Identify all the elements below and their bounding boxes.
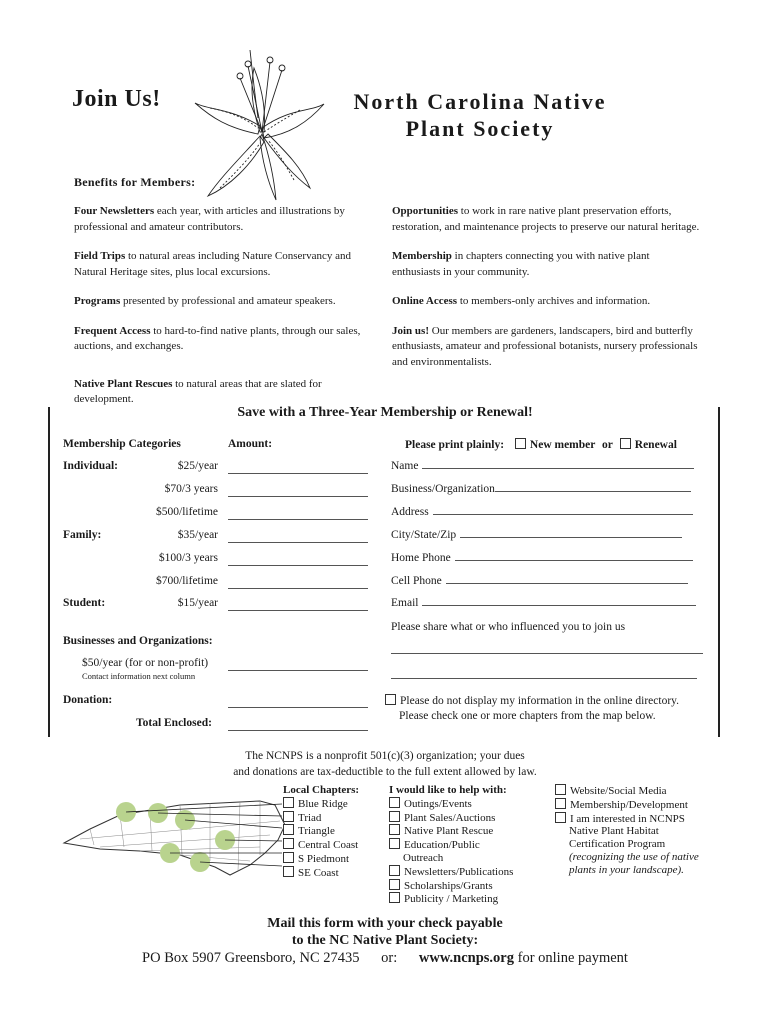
chapter-item[interactable] [283, 838, 359, 852]
benefit-bold: Frequent Access [74, 324, 151, 337]
help-item[interactable] [555, 812, 699, 851]
price-ind-year: $25/year [177, 460, 218, 472]
chapter-checkbox[interactable] [283, 797, 294, 808]
local-chapters-heading: Local Chapters: [283, 784, 360, 796]
benefit-bold: Opportunities [392, 205, 459, 217]
benefit-item [392, 324, 700, 371]
benefits-right [392, 204, 700, 370]
name-label: Name [391, 460, 419, 472]
benefits-left [74, 204, 374, 408]
benefit-text: presented by professional and amateur speakers. [120, 295, 336, 307]
help-label: Outings/Events [404, 797, 472, 810]
nonprofit-line2: and donations are tax-deductible to the full extent allowed by law. [233, 766, 537, 778]
benefit-item [74, 377, 374, 408]
influence-line[interactable] [391, 678, 697, 679]
chapter-item[interactable] [283, 866, 359, 880]
help-checkbox[interactable] [555, 798, 566, 809]
help-checkbox[interactable] [389, 892, 400, 903]
local-chapters [283, 784, 359, 880]
influence-prompt: Please share what or who influenced you to join us [391, 621, 626, 633]
amount-line[interactable] [228, 610, 368, 611]
directory-optout-checkbox[interactable] [385, 694, 396, 705]
benefit-item [392, 294, 700, 310]
total-label: Total Enclosed: [136, 717, 212, 729]
chapter-checkbox[interactable] [283, 811, 294, 822]
help-item[interactable] [389, 865, 539, 879]
renewal-checkbox[interactable] [620, 438, 631, 449]
address-input-line[interactable] [433, 514, 693, 515]
chapter-prompt: Please check one or more chapters from the map below. [399, 710, 656, 722]
amount-line[interactable] [228, 542, 368, 543]
membership-categories-label: Membership Categories [63, 438, 181, 450]
benefit-bold: Field Trips [74, 250, 126, 262]
email-field[interactable] [391, 597, 696, 609]
benefit-bold: Four Newsletters [74, 205, 155, 217]
new-member-checkbox[interactable] [515, 438, 526, 449]
help-item[interactable] [389, 811, 539, 825]
price-ind-life: $500/lifetime [156, 506, 218, 518]
address-field[interactable] [391, 506, 693, 518]
cell-phone-input-line[interactable] [446, 583, 688, 584]
price-fam-year: $35/year [177, 529, 218, 541]
help-heading: I would like to help with: [389, 784, 507, 796]
business-input-line[interactable] [495, 491, 691, 492]
business-org-label: Business/Organization [391, 483, 495, 495]
benefit-text: to hard-to-find native plants, through our sales, auctions, and exchanges. [74, 324, 361, 352]
help-checkbox[interactable] [389, 824, 400, 835]
benefit-text: each year, with articles and illustrations by professional and amateur contributors. [74, 205, 345, 233]
help-label: Education/Public Outreach [403, 839, 480, 864]
donation-amount-line[interactable] [228, 707, 368, 708]
price-ind-3: $70/3 years [164, 483, 218, 495]
chapter-label: Blue Ridge [298, 797, 348, 810]
nc-chapter-map [60, 795, 290, 885]
amount-line[interactable] [228, 565, 368, 566]
benefit-item [74, 204, 374, 235]
or-label: or [602, 439, 613, 451]
chapter-label: S Piedmont [298, 852, 350, 865]
help-item[interactable] [389, 892, 539, 906]
directory-optout-label: Please do not display my information in the online directory. [400, 695, 680, 707]
help-checkbox[interactable] [555, 812, 566, 823]
renewal-label: Renewal [634, 439, 677, 451]
email-input-line[interactable] [422, 605, 696, 606]
help-checkbox[interactable] [389, 838, 400, 849]
help-item[interactable] [389, 797, 539, 811]
total-amount-line[interactable] [228, 730, 368, 731]
org-title-line2: Plant Society [405, 116, 555, 141]
amount-line[interactable] [228, 588, 368, 589]
chapter-item[interactable] [283, 824, 359, 838]
chapter-label: Triad [298, 811, 322, 824]
chapter-item[interactable] [283, 797, 359, 811]
chapter-checkbox[interactable] [283, 838, 294, 849]
city-label: City/State/Zip [391, 529, 457, 541]
business-field[interactable] [391, 483, 691, 495]
nonprofit-note [0, 748, 770, 780]
benefit-text: to work in rare native plant preservation efforts, restoration, and maintenance projects to preserve our natural heritage. [392, 205, 700, 233]
influence-line[interactable] [391, 653, 703, 654]
amount-line[interactable] [228, 670, 368, 671]
family-label: Family: [63, 529, 102, 541]
help-label: Native Plant Rescue [404, 825, 494, 838]
print-plainly-row [405, 438, 677, 451]
mail-address: PO Box 5907 Greensboro, NC 27435 [142, 950, 360, 966]
address-label: Address [391, 506, 429, 518]
help-label: Scholarships/Grants [404, 879, 493, 892]
print-plainly-label: Please print plainly: [405, 439, 505, 451]
help-item[interactable] [555, 784, 705, 798]
help-item[interactable] [555, 798, 705, 812]
email-label: Email [391, 597, 419, 609]
join-title: Join Us! [72, 86, 161, 112]
price-fam-3: $100/3 years [158, 552, 218, 564]
lily-petal [264, 134, 310, 188]
mail-address-row [0, 950, 770, 967]
benefit-bold: Join us! [392, 324, 429, 337]
benefit-item [74, 249, 374, 280]
price-stu-year: $15/year [177, 597, 218, 609]
cert-note: (recognizing the use of native plants in your landscape). [569, 850, 699, 876]
new-member-label: New member [529, 439, 596, 451]
amount-label: Amount: [228, 438, 273, 450]
benefit-bold: Online Access [392, 295, 458, 307]
help-label: Plant Sales/Auctions [404, 811, 496, 824]
home-phone-field[interactable] [391, 552, 693, 564]
mail-or: or: [381, 950, 398, 966]
benefit-item [74, 294, 374, 310]
contact-info-note: Contact information next column [82, 671, 196, 681]
benefit-item [392, 249, 700, 280]
help-checkbox[interactable] [389, 797, 400, 808]
home-phone-input-line[interactable] [455, 560, 693, 561]
help-label: I am interested in NCNPS Native Plant Habitat Certification Program [569, 812, 685, 851]
benefit-item [392, 204, 700, 235]
chapter-label: Triangle [298, 825, 335, 838]
directory-optout [385, 694, 679, 707]
mail-instructions [0, 915, 770, 949]
benefit-item [74, 324, 374, 355]
benefit-text: in chapters connecting you with native plant enthusiasts in your community. [392, 250, 650, 278]
help-label: Newsletters/Publications [404, 865, 514, 878]
save-heading: Save with a Three-Year Membership or Renewal! [237, 405, 533, 420]
org-title [300, 88, 660, 142]
benefit-bold: Native Plant Rescues [74, 377, 173, 390]
help-label: Website/Social Media [570, 785, 667, 797]
chapter-checkbox[interactable] [283, 866, 294, 877]
help-with [389, 784, 539, 906]
help-checkbox[interactable] [389, 879, 400, 890]
form-left-bar [48, 407, 50, 737]
nc-outline [64, 801, 285, 875]
help-with-2 [555, 784, 705, 877]
chapter-item[interactable] [283, 811, 359, 825]
amount-line[interactable] [228, 473, 368, 474]
chapter-label: SE Coast [298, 866, 339, 879]
help-checkbox[interactable] [389, 865, 400, 876]
city-input-line[interactable] [460, 537, 682, 538]
org-title-line1: North Carolina Native [353, 89, 607, 114]
nonprofit-line1: The NCNPS is a nonprofit 501(c)(3) organization; your dues [245, 750, 525, 762]
help-item[interactable] [389, 838, 503, 865]
help-item[interactable] [389, 879, 539, 893]
benefit-text: Our members are gardeners, landscapers, bird and butterfly enthusiasts, amateur and professional botanists, nursery professionals and environmentalists. [392, 324, 698, 368]
student-label: Student: [63, 597, 106, 609]
business-price: $50/year (for or non-profit) [82, 657, 209, 669]
city-field[interactable] [391, 529, 682, 541]
form-right-bar [718, 407, 720, 737]
amount-line[interactable] [228, 519, 368, 520]
benefits-heading: Benefits for Members: [74, 175, 196, 189]
name-field[interactable] [391, 460, 694, 472]
chapter-label: Central Coast [298, 839, 359, 852]
website-link[interactable]: www.ncnps.org [418, 950, 514, 966]
help-item[interactable] [389, 824, 539, 838]
cell-phone-label: Cell Phone [391, 575, 442, 587]
benefit-text: to natural areas including Nature Conservancy and Natural Heritage sites, plus local excursions. [74, 250, 351, 278]
home-phone-label: Home Phone [391, 552, 451, 564]
help-checkbox[interactable] [555, 784, 566, 795]
mail-line1: Mail this form with your check payable [267, 916, 503, 931]
lily-petal [208, 136, 264, 196]
price-fam-life: $700/lifetime [156, 575, 218, 587]
cell-phone-field[interactable] [391, 575, 688, 587]
amount-line[interactable] [228, 496, 368, 497]
chapter-checkbox[interactable] [283, 852, 294, 863]
chapter-item[interactable] [283, 852, 359, 866]
name-input-line[interactable] [422, 468, 694, 469]
help-label: Publicity / Marketing [404, 893, 499, 906]
online-payment-label: for online payment [517, 950, 628, 966]
benefit-text: to natural areas that are slated for development. [74, 377, 322, 405]
mail-line2: to the NC Native Plant Society: [291, 933, 479, 948]
help-checkbox[interactable] [389, 811, 400, 822]
benefit-bold: Membership [392, 250, 452, 262]
chapter-checkbox[interactable] [283, 824, 294, 835]
help-label: Membership/Development [570, 798, 688, 811]
benefit-bold: Programs [74, 295, 121, 307]
lily-stamens [240, 62, 282, 132]
donation-label: Donation: [63, 694, 113, 706]
benefit-text: to members-only archives and information. [457, 295, 651, 307]
lily-petal [195, 103, 260, 134]
individual-label: Individual: [63, 460, 118, 472]
business-label: Businesses and Organizations: [63, 635, 213, 647]
